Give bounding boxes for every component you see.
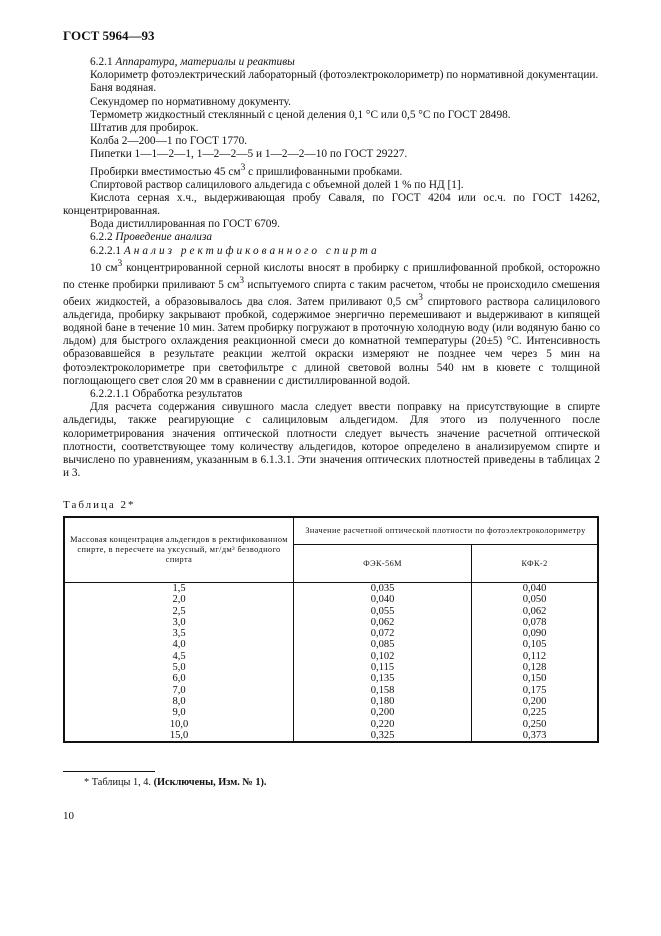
procedure-paragraph: 10 $см^3$ концентрированной серной кислоты вносят в пробирку с пришлифованной пробкой, осторожно по стенке пробирки приливают 5 $см^3$ испытуемого спирта с таким расчетом, чтобы не происходило смешения обеих жидкостей, а образовывалось два слоя. Затем приливают 0,5 $см^3$ спиртового раствора салицилового альдегида, пробирку закрывают пробкой, содержимое энергично перемешивают и выдерживают в кипящей водяной бане в течение 10 мин. Затем пробирку погружают в проточную холодную воду (или водяную баню со льдом) для быстрого охлаждения реакционной смеси до комнатной температуры (20±5) °С. Интенсивность образовавшейся в результате реакции желтой окраски измеряют не позднее чем через 5 мин на фотоэлектроколориметре при светофильтре с длиной световой волны 540 нм в кювете с толщиной поглощающего свет слоя 20 мм в сравнении с дистиллированной водой. xyxy=(63,258,600,387)
table-cell: 0,085 xyxy=(294,639,472,650)
list-item: Пипетки 1—1—2—1, 1—2—2—5 и 1—2—2—10 по ГОСТ 29227. xyxy=(90,148,408,161)
table-row xyxy=(64,696,598,707)
list-item: Колба 2—200—1 по ГОСТ 1770. xyxy=(90,135,248,148)
section-6-2-2-1-heading: 6.2.2.1 Анализ ректификованного спирта xyxy=(90,244,380,257)
table-cell: 0,180 xyxy=(294,696,472,707)
table-cell: 0,373 xyxy=(472,730,598,742)
table-cell: 2,5 xyxy=(64,606,294,617)
table-row xyxy=(64,583,598,595)
table-cell: 0,078 xyxy=(472,617,598,628)
table-cell: 0,105 xyxy=(472,639,598,650)
table-cell: 10,0 xyxy=(64,719,294,730)
table-cell: 0,050 xyxy=(472,594,598,605)
table-row xyxy=(64,685,598,696)
table-cell: 0,250 xyxy=(472,719,598,730)
table-header-fek56m: ФЭК-56М xyxy=(294,545,472,583)
table-cell: 0,200 xyxy=(294,707,472,718)
section-6-2-2-1-1-heading: 6.2.2.1.1 Обработка результатов xyxy=(90,387,243,400)
table-cell: 8,0 xyxy=(64,696,294,707)
table-row xyxy=(64,662,598,673)
table-cell: 6,0 xyxy=(64,673,294,684)
list-item: Секундомер по нормативному документу. xyxy=(90,95,291,108)
table-cell: 0,055 xyxy=(294,606,472,617)
table-row xyxy=(64,673,598,684)
page-number: 10 xyxy=(63,810,74,822)
section-6-2-1-heading: 6.2.1 Аппаратура, материалы и реактивы xyxy=(90,56,295,68)
table-cell: 9,0 xyxy=(64,707,294,718)
table-row xyxy=(64,719,598,730)
table-cell: 0,200 xyxy=(472,696,598,707)
list-item: Кислота серная х.ч., выдерживающая пробу Саваля, по ГОСТ 4204 или ос.ч. по ГОСТ 14262, концентрированная. xyxy=(63,191,600,217)
table-cell: 0,112 xyxy=(472,651,598,662)
document-header: ГОСТ 5964—93 xyxy=(63,28,155,43)
table-cell: 3,5 xyxy=(64,628,294,639)
table-header-kfk2: КФК-2 xyxy=(472,545,598,583)
table-row xyxy=(64,606,598,617)
footnote: * Таблицы 1, 4. (Исключены, Изм. № 1). xyxy=(84,777,267,788)
table-cell: 0,102 xyxy=(294,651,472,662)
table-header-optical-density: Значение расчетной оптической плотности по фотоэлектроколориметру xyxy=(294,517,599,545)
table-cell: 0,040 xyxy=(472,583,598,595)
body-text xyxy=(63,56,600,480)
list-item: Пробирки вместимостью 45 $см^3$ с пришлифованными пробками. xyxy=(90,162,403,178)
table-cell: 5,0 xyxy=(64,662,294,673)
section-6-2-2-heading: 6.2.2 Проведение анализа xyxy=(90,231,213,244)
table-cell: 0,035 xyxy=(294,583,472,595)
table-2 xyxy=(63,516,599,743)
table-cell: 0,062 xyxy=(294,617,472,628)
table-row xyxy=(64,617,598,628)
list-item: Баня водяная. xyxy=(90,82,157,95)
table-row xyxy=(64,639,598,650)
table-cell: 0,220 xyxy=(294,719,472,730)
table-cell: 0,225 xyxy=(472,707,598,718)
table-cell: 0,062 xyxy=(472,606,598,617)
table-row xyxy=(64,730,598,742)
table-cell: 0,090 xyxy=(472,628,598,639)
table-cell: 0,115 xyxy=(294,662,472,673)
table-cell: 0,158 xyxy=(294,685,472,696)
table-caption: Таблица 2* xyxy=(63,499,136,511)
table-body xyxy=(64,583,598,743)
table-cell: 0,150 xyxy=(472,673,598,684)
list-item: Спиртовой раствор салицилового альдегида с объемной долей 1 % по НД [1]. xyxy=(90,178,464,191)
list-item: Термометр жидкостный стеклянный с ценой деления 0,1 °С или 0,5 °С по ГОСТ 28498. xyxy=(90,108,511,121)
table-row xyxy=(64,651,598,662)
table-cell: 1,5 xyxy=(64,583,294,595)
table-cell: 3,0 xyxy=(64,617,294,628)
table-cell: 15,0 xyxy=(64,730,294,742)
table-cell: 7,0 xyxy=(64,685,294,696)
table-cell: 2,0 xyxy=(64,594,294,605)
table-row xyxy=(64,628,598,639)
table-cell: 4,5 xyxy=(64,651,294,662)
table-cell: 0,325 xyxy=(294,730,472,742)
table-row xyxy=(64,594,598,605)
list-item: Вода дистиллированная по ГОСТ 6709. xyxy=(90,218,280,231)
table-cell: 4,0 xyxy=(64,639,294,650)
list-item: Штатив для пробирок. xyxy=(90,122,199,135)
table-header-concentration: Массовая концентрация альдегидов в ректификованном спирте, в пересчете на уксусный, мг/дм³ безводного спирта xyxy=(64,517,294,583)
table-cell: 0,040 xyxy=(294,594,472,605)
results-paragraph: Для расчета содержания сивушного масла следует ввести поправку на присутствующие в спирте альдегиды, также реагирующие с салициловым альдегидом. Для этого из полученного после колориметрирования значения оптической плотности следует вычесть значение расчетной оптической плотности, соответствующее тому количеству альдегидов, которое определено в анализируемом спирте и вычислено по уравнениям, указанным в 6.1.3.1. Эти значения оптических плотностей приведены в таблицах 2 и 3. xyxy=(63,401,600,480)
list-item: Колориметр фотоэлектрический лабораторный (фотоэлектроколориметр) по нормативной документации. xyxy=(90,69,599,82)
footnote-rule xyxy=(63,771,155,772)
table-cell: 0,175 xyxy=(472,685,598,696)
table-cell: 0,072 xyxy=(294,628,472,639)
table-row xyxy=(64,707,598,718)
table-cell: 0,135 xyxy=(294,673,472,684)
table-cell: 0,128 xyxy=(472,662,598,673)
